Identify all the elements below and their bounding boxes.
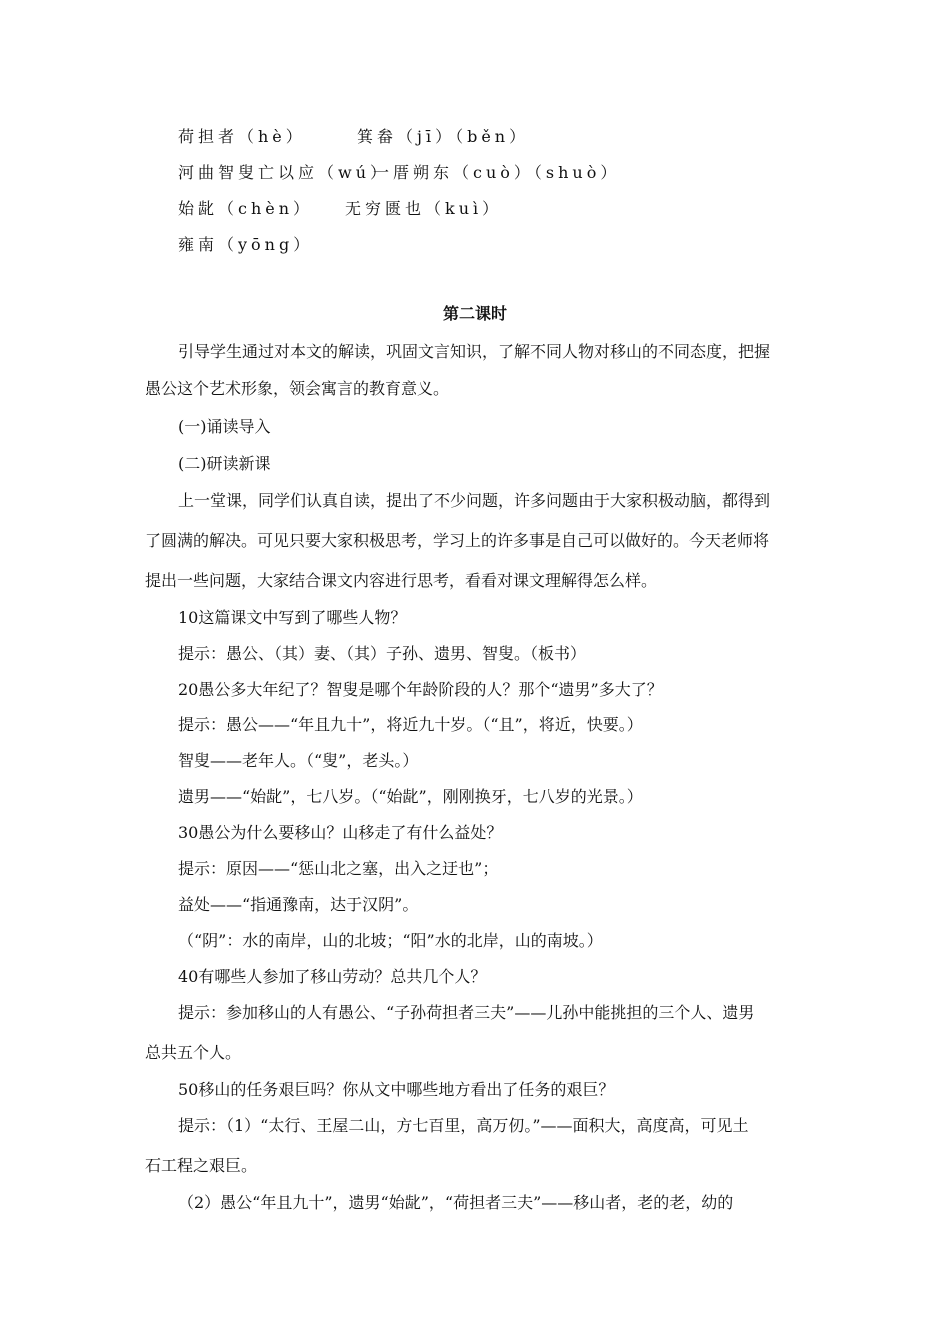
answer: 提示：愚公——“年且九十”，将近九十岁。（“且”，将近，快要。） [178,715,643,734]
answer: 遗男——“始龀”，七八岁。（“始龀”，刚刚换牙，七八岁的光景。） [178,787,643,806]
step-heading: (一)诵读导入 [178,417,271,436]
answer: 提示：愚公、（其）妻、（其）子孙、遗男、智叟。（板书） [178,644,587,663]
paragraph-line: 提出一些问题，大家结合课文内容进行思考，看看对课文理解得怎么样。 [145,571,658,590]
question: 40有哪些人参加了移山劳动？总共几个人？ [178,967,487,986]
answer: 提示：原因——“惩山北之塞，出入之迂也”； [178,859,499,878]
answer: （“阴”：水的南岸，山的北坡；“阳”水的北岸，山的南坡。） [178,931,603,950]
answer: 石工程之艰巨。 [145,1156,258,1175]
answer: 提示：参加移山的人有愚公、“子孙荷担者三夫”——儿孙中能挑担的三个人、遗男 [178,1003,755,1022]
paragraph-line: 了圆满的解决。可见只要大家积极思考，学习上的许多事是自己可以做好的。今天老师将 [145,531,770,550]
answer: 提示：（1）“太行、王屋二山，方七百里，高万仞。”——面积大，高度高，可见土 [178,1116,749,1135]
answer: 益处——“指通豫南，达于汉阴”。 [178,895,419,914]
answer: 总共五个人。 [145,1043,242,1062]
question: 30愚公为什么要移山？山移走了有什么益处？ [178,823,503,842]
intro-line: 愚公这个艺术形象，领会寓言的教育意义。 [145,379,450,398]
vocab-item: 雍南（yōng） [178,235,314,254]
vocab-item: 箕畚（jī）（běn） [357,127,530,146]
paragraph-line: 上一堂课，同学们认真自读，提出了不少问题，许多问题由于大家积极动脑，都得到 [178,491,771,510]
question: 50移山的任务艰巨吗？你从文中哪些地方看出了任务的艰巨？ [178,1080,615,1099]
vocab-item: 河曲智叟亡以应（wú） [178,163,391,182]
answer: 智叟——老年人。（“叟”，老头。） [178,751,419,770]
section-title: 第二课时 [442,304,507,323]
intro-line: 引导学生通过对本文的解读，巩固文言知识，了解不同人物对移山的不同态度，把握 [178,342,771,361]
vocab-item: 无穷匮也（kuì） [345,199,503,218]
question: 20愚公多大年纪了？智叟是哪个年龄阶段的人？那个“遗男”多大了？ [178,680,663,699]
question: 10这篇课文中写到了哪些人物？ [178,608,407,627]
vocab-item: 荷担者（hè） [178,127,306,146]
vocab-item: 始龀（chèn） [178,199,314,218]
step-heading: (二)研读新课 [178,454,271,473]
answer: （2）愚公“年且九十”，遗男“始龀”，“荷担者三夫”——移山者，老的老，幼的 [178,1193,734,1212]
vocab-item: 一厝朔东（cuò）（shuò） [373,163,621,182]
